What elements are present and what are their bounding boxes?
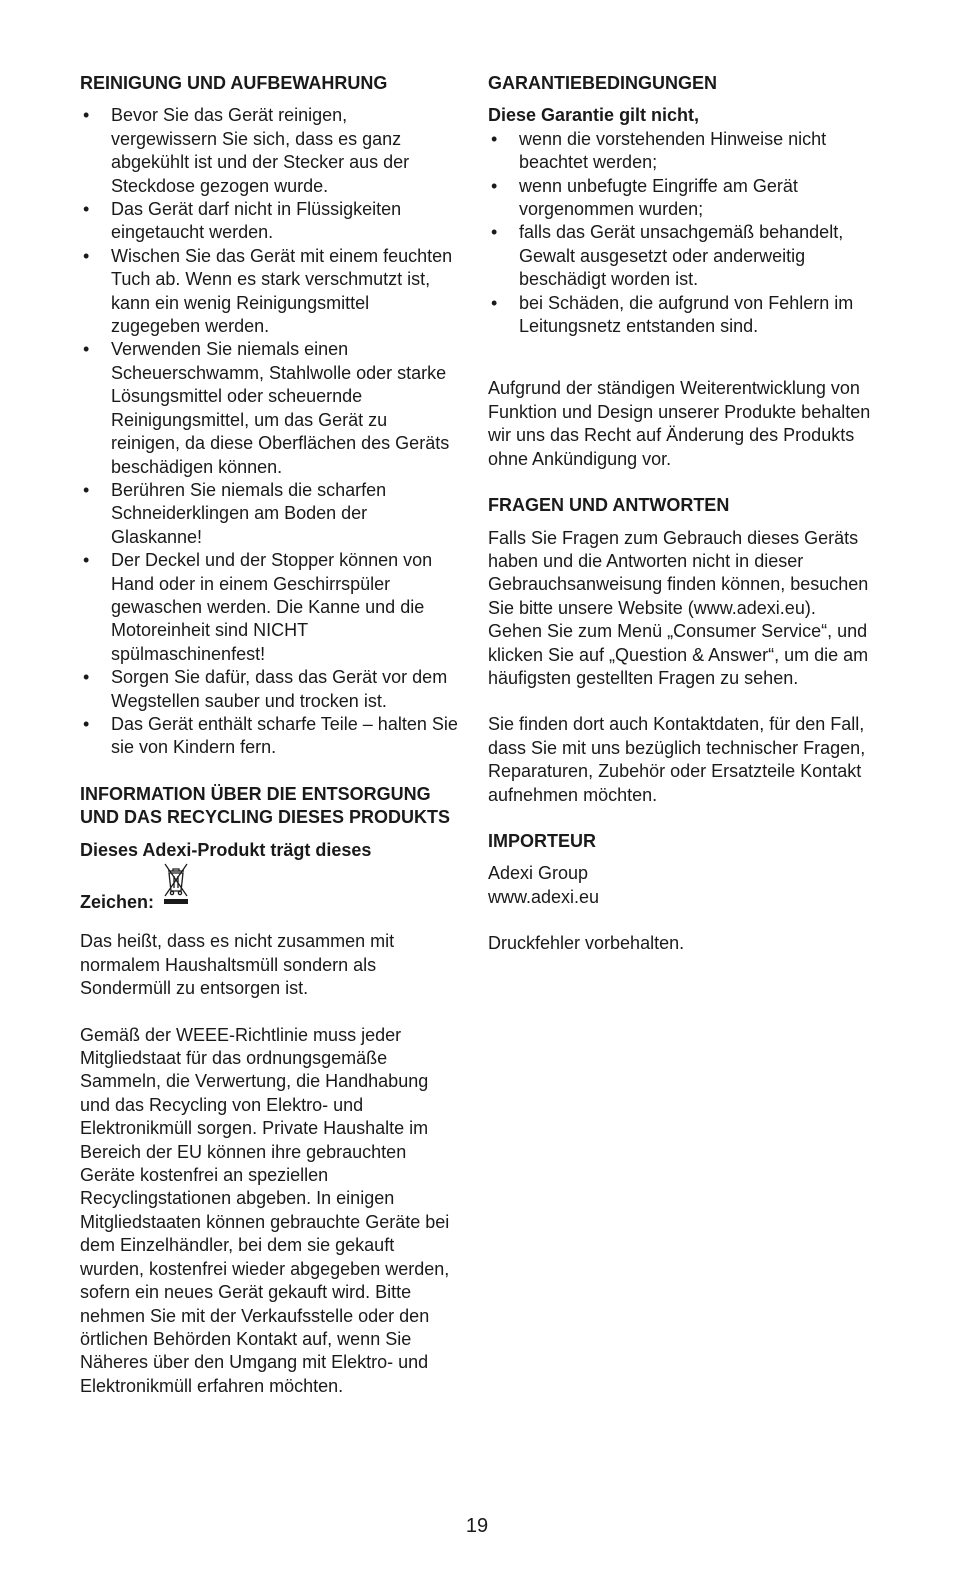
page-number: 19 bbox=[465, 1515, 489, 1537]
warranty-subheading: Diese Garantie gilt nicht, bbox=[488, 105, 700, 126]
importer-website: www.adexi.eu bbox=[488, 886, 600, 907]
weee-symbol-line bbox=[80, 862, 458, 914]
list-item: • Der Deckel und der Stopper können von Hand oder in einem Geschirrspüler gewaschen werden. Die Kanne und die Motoreinheit sind NICHT spülmaschinenfest! bbox=[80, 549, 458, 666]
faq-heading: FRAGEN UND ANTWORTEN bbox=[488, 495, 730, 516]
importer-company: Adexi Group bbox=[488, 863, 589, 884]
importer-section bbox=[488, 830, 874, 956]
faq-paragraph-2: Gehen Sie zum Menü „Consumer Service“, und klicken Sie auf „Question & Answer“, um die am häufigsten gestellten Fragen zu sehen. bbox=[488, 621, 869, 688]
disposal-paragraph-2: Gemäß der WEEE-Richtlinie muss jeder Mitgliedstaat für das ordnungsgemäße Sammeln, die Verwertung, die Handhabung und das Recycling von Elektro- und Elektronikmüll sorgen. Private Haushalte im Bereich der EU können ihre gebrauchten Geräte kostenfrei an speziellen Recyclingstationen abgeben. In einigen Mitgliedstaaten können gebrauchte Geräte bei dem Einzelhändler, bei dem sie gekauft wurden, kostenfrei wieder abgegeben werden, sofern ein neues Gerät gekauft wird. Bitte nehmen Sie mit der Verkaufsstelle oder den örtlichen Behörden Kontakt auf, wenn Sie Näheres über den Umgang mit Elektro- und Elektronikmüll erfahren möchten. bbox=[80, 1024, 450, 1396]
faq-paragraph-1: Falls Sie Fragen zum Gebrauch dieses Geräts haben und die Antworten nicht in dieser Gebrauchsanweisung finden können, besuchen Sie bitte unsere Website (www.adexi.eu). bbox=[488, 527, 869, 618]
warranty-note: Aufgrund der ständigen Weiterentwicklung von Funktion und Design unserer Produkte behalten wir uns das Recht auf Änderung des Produkts ohne Ankündigung vor. bbox=[488, 378, 871, 469]
importer-heading: IMPORTEUR bbox=[488, 830, 596, 851]
faq-paragraph-3: Sie finden dort auch Kontaktdaten, für den Fall, dass Sie mit uns bezüglich technischer Fragen, Reparaturen, Zubehör oder Ersatzteile Kontakt aufnehmen möchten. bbox=[488, 714, 866, 805]
list-item: • Verwenden Sie niemals einen Scheuerschwamm, Stahlwolle oder starke Lösungsmittel oder scheuernde Reinigungsmittel, um das Gerät zu reinigen, da diese Oberflächen des Geräts beschädigen können. bbox=[80, 338, 458, 478]
cleaning-list bbox=[80, 104, 458, 759]
list-item: • wenn unbefugte Eingriffe am Gerät vorgenommen wurden; bbox=[488, 175, 874, 222]
weee-symbol-label: Zeichen: bbox=[80, 892, 155, 912]
warranty-section bbox=[488, 72, 874, 471]
warranty-heading: GARANTIEBEDINGUNGEN bbox=[488, 73, 718, 93]
list-item: • Das Gerät darf nicht in Flüssigkeiten eingetaucht werden. bbox=[80, 198, 458, 245]
list-item: • bei Schäden, die aufgrund von Fehlern im Leitungsnetz entstanden sind. bbox=[488, 292, 874, 339]
cleaning-heading: REINIGUNG UND AUFBEWAHRUNG bbox=[80, 73, 388, 93]
list-item: • Wischen Sie das Gerät mit einem feuchten Tuch ab. Wenn es stark verschmutzt ist, kann ein wenig Reinigungsmittel zugegeben werden. bbox=[80, 245, 458, 339]
list-item: • wenn die vorstehenden Hinweise nicht beachtet werden; bbox=[488, 128, 874, 175]
disposal-subheading: Dieses Adexi-Produkt trägt dieses bbox=[80, 839, 372, 860]
disposal-section bbox=[80, 783, 458, 1398]
list-item: • Berühren Sie niemals die scharfen Schneiderklingen am Boden der Glaskanne! bbox=[80, 479, 458, 549]
list-item: • Bevor Sie das Gerät reinigen, vergewissern Sie sich, dass es ganz abgekühlt ist und der Stecker aus der Steckdose gezogen wurde. bbox=[80, 104, 458, 198]
disposal-heading: INFORMATION ÜBER DIE ENTSORGUNG UND DAS RECYCLING DIESES PRODUKTS bbox=[80, 783, 451, 828]
faq-section bbox=[488, 494, 874, 807]
printing-disclaimer: Druckfehler vorbehalten. bbox=[488, 933, 685, 954]
cleaning-section bbox=[80, 72, 458, 760]
left-column bbox=[80, 72, 458, 1398]
disposal-paragraph-1: Das heißt, dass es nicht zusammen mit normalem Haushaltsmüll sondern als Sondermüll zu entsorgen ist. bbox=[80, 931, 395, 999]
list-item: • Sorgen Sie dafür, dass das Gerät vor dem Wegstellen sauber und trocken ist. bbox=[80, 666, 458, 713]
list-item: • falls das Gerät unsachgemäß behandelt, Gewalt ausgesetzt oder anderweitig beschädigt worden ist. bbox=[488, 221, 874, 291]
crossed-out-wheelie-bin-icon bbox=[162, 862, 190, 912]
list-item: • Das Gerät enthält scharfe Teile – halten Sie sie von Kindern fern. bbox=[80, 713, 458, 760]
warranty-list bbox=[488, 128, 874, 339]
right-column bbox=[488, 72, 874, 956]
